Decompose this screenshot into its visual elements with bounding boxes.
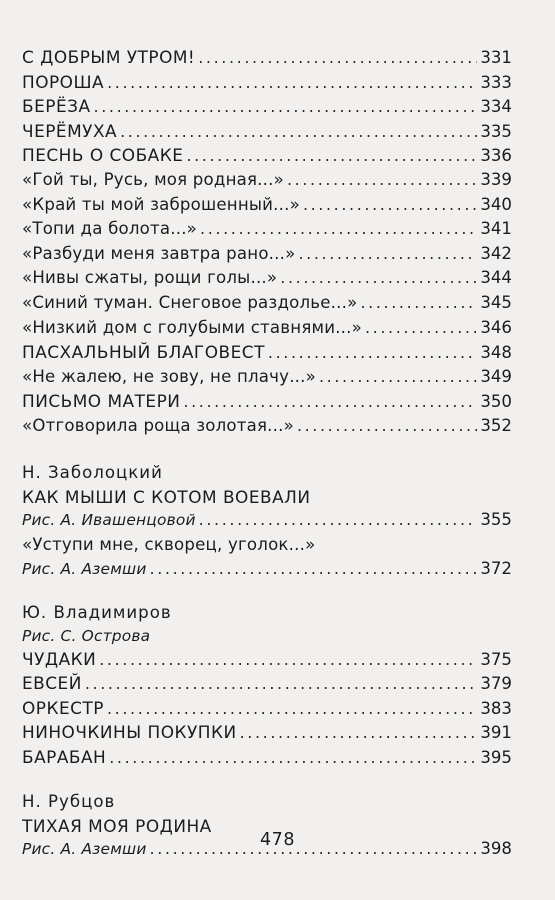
illustrator-credit: Рис. С. Острова <box>22 626 151 645</box>
dot-leader <box>107 697 477 722</box>
toc-entry <box>22 168 512 193</box>
dot-leader <box>150 558 478 580</box>
toc-entry <box>22 720 512 745</box>
entry-page: 348 <box>480 343 512 363</box>
toc-entry <box>22 291 512 316</box>
toc-entry <box>22 365 512 390</box>
illustrator-credit: Рис. А. Аземши <box>22 840 147 859</box>
entry-title: ОРКЕСТР <box>22 697 104 718</box>
dot-leader <box>287 168 477 193</box>
entry-title: «Отговорила роща золотая...» <box>22 415 294 435</box>
toc-entry <box>22 671 512 696</box>
entry-page: 398 <box>480 839 512 859</box>
dot-leader <box>199 509 478 531</box>
entry-title: ТИХАЯ МОЯ РОДИНА <box>22 815 212 836</box>
dot-leader <box>183 390 477 415</box>
toc-entry <box>22 316 512 341</box>
entry-title: «Разбуди меня завтра рано...» <box>22 243 296 263</box>
toc-entry <box>22 533 512 558</box>
entry-title: «Синий туман. Снеговое раздолье...» <box>22 292 358 312</box>
entry-title: С ДОБРЫМ УТРОМ! <box>22 47 196 67</box>
dot-leader <box>186 144 477 169</box>
entry-title: ПАСХАЛЬНЫЙ БЛАГОВЕСТ <box>22 342 265 363</box>
author-name: Ю. Владимиров <box>22 602 172 622</box>
entry-title: «Нивы сжаты, рощи голы...» <box>22 268 278 288</box>
toc-entry <box>22 485 512 510</box>
toc-entry <box>22 696 512 721</box>
dot-leader <box>109 746 477 771</box>
entry-title: ПОРОША <box>22 71 105 92</box>
entry-title: ПЕСНЬ О СОБАКЕ <box>22 145 184 166</box>
entry-title: «Край ты мой заброшенный...» <box>22 194 300 214</box>
page-number: 478 <box>260 830 295 850</box>
dot-leader <box>198 46 477 71</box>
entry-page: 342 <box>480 243 512 263</box>
toc-entry <box>22 414 512 439</box>
entry-page: 339 <box>480 169 512 189</box>
dot-leader <box>85 672 477 697</box>
entry-page: 344 <box>480 268 512 288</box>
dot-leader <box>99 648 477 673</box>
entry-page: 352 <box>480 415 512 435</box>
toc-entry <box>22 217 512 242</box>
toc-entry <box>22 266 512 291</box>
table-of-contents <box>22 45 512 860</box>
toc-section-zabolotsky <box>22 461 512 580</box>
entry-page: 355 <box>480 510 512 530</box>
toc-entry <box>22 745 512 770</box>
entry-page: 336 <box>480 146 512 166</box>
entry-title: КАК МЫШИ С КОТОМ ВОЕВАЛИ <box>22 486 311 507</box>
toc-entry <box>22 143 512 168</box>
entry-page: 350 <box>480 392 512 412</box>
entry-page: 375 <box>480 649 512 669</box>
entry-title: «Не жалею, не зову, не плачу...» <box>22 366 316 386</box>
toc-entry <box>22 70 512 95</box>
dot-leader <box>365 316 477 341</box>
dot-leader <box>360 291 477 316</box>
toc-entry <box>22 119 512 144</box>
author-name: Н. Рубцов <box>22 791 116 811</box>
toc-entry <box>22 340 512 365</box>
dot-leader <box>107 71 477 96</box>
entry-page: 391 <box>480 723 512 743</box>
illustrator-credit: Рис. А. Ивашенцовой <box>22 511 196 530</box>
entry-title: НИНОЧКИНЫ ПОКУПКИ <box>22 722 237 743</box>
dot-leader <box>303 193 477 218</box>
dot-leader <box>297 414 477 439</box>
entry-page: 372 <box>480 558 512 578</box>
illustrator-credit: Рис. А. Аземши <box>22 559 147 578</box>
dot-leader <box>120 120 477 145</box>
entry-page: 379 <box>480 674 512 694</box>
toc-entry <box>22 647 512 672</box>
entry-title: «Гой ты, Русь, моя родная...» <box>22 169 284 189</box>
entry-page: 383 <box>480 698 512 718</box>
toc-entry <box>22 45 512 70</box>
author-name: Н. Заболоцкий <box>22 462 163 482</box>
entry-page: 331 <box>480 48 512 67</box>
entry-page: 395 <box>480 748 512 768</box>
dot-leader <box>94 95 478 120</box>
entry-page: 341 <box>480 219 512 239</box>
entry-page: 345 <box>480 292 512 312</box>
dot-leader <box>319 365 477 390</box>
entry-title: «Топи да болота...» <box>22 219 198 239</box>
entry-title: «Уступи мне, скворец, уголок...» <box>22 535 316 555</box>
entry-page: 346 <box>480 317 512 337</box>
dot-leader <box>200 217 477 242</box>
entry-page: 340 <box>480 194 512 214</box>
dot-leader <box>268 341 477 366</box>
toc-entry <box>22 94 512 119</box>
entry-title: ЧУДАКИ <box>22 648 97 669</box>
toc-entry <box>22 193 512 218</box>
dot-leader <box>298 242 477 267</box>
entry-title: ЕВСЕЙ <box>22 673 82 694</box>
toc-entry <box>22 389 512 414</box>
entry-title: ЧЕРЁМУХА <box>22 120 118 141</box>
entry-title: «Низкий дом с голубыми ставнями...» <box>22 317 362 337</box>
toc-section-esenin <box>22 45 512 439</box>
entry-title: БЕРЁЗА <box>22 96 91 117</box>
dot-leader <box>280 266 477 291</box>
entry-page: 333 <box>480 72 512 92</box>
entry-title: БАРАБАН <box>22 747 107 768</box>
toc-section-vladimirov <box>22 601 512 770</box>
dot-leader <box>240 721 478 746</box>
entry-title: ПИСЬМО МАТЕРИ <box>22 391 181 412</box>
entry-page: 335 <box>480 121 512 141</box>
toc-entry <box>22 242 512 267</box>
entry-page: 334 <box>480 97 512 117</box>
toc-entry-illustrator <box>22 509 512 531</box>
toc-entry-illustrator <box>22 558 512 580</box>
entry-page: 349 <box>480 366 512 386</box>
